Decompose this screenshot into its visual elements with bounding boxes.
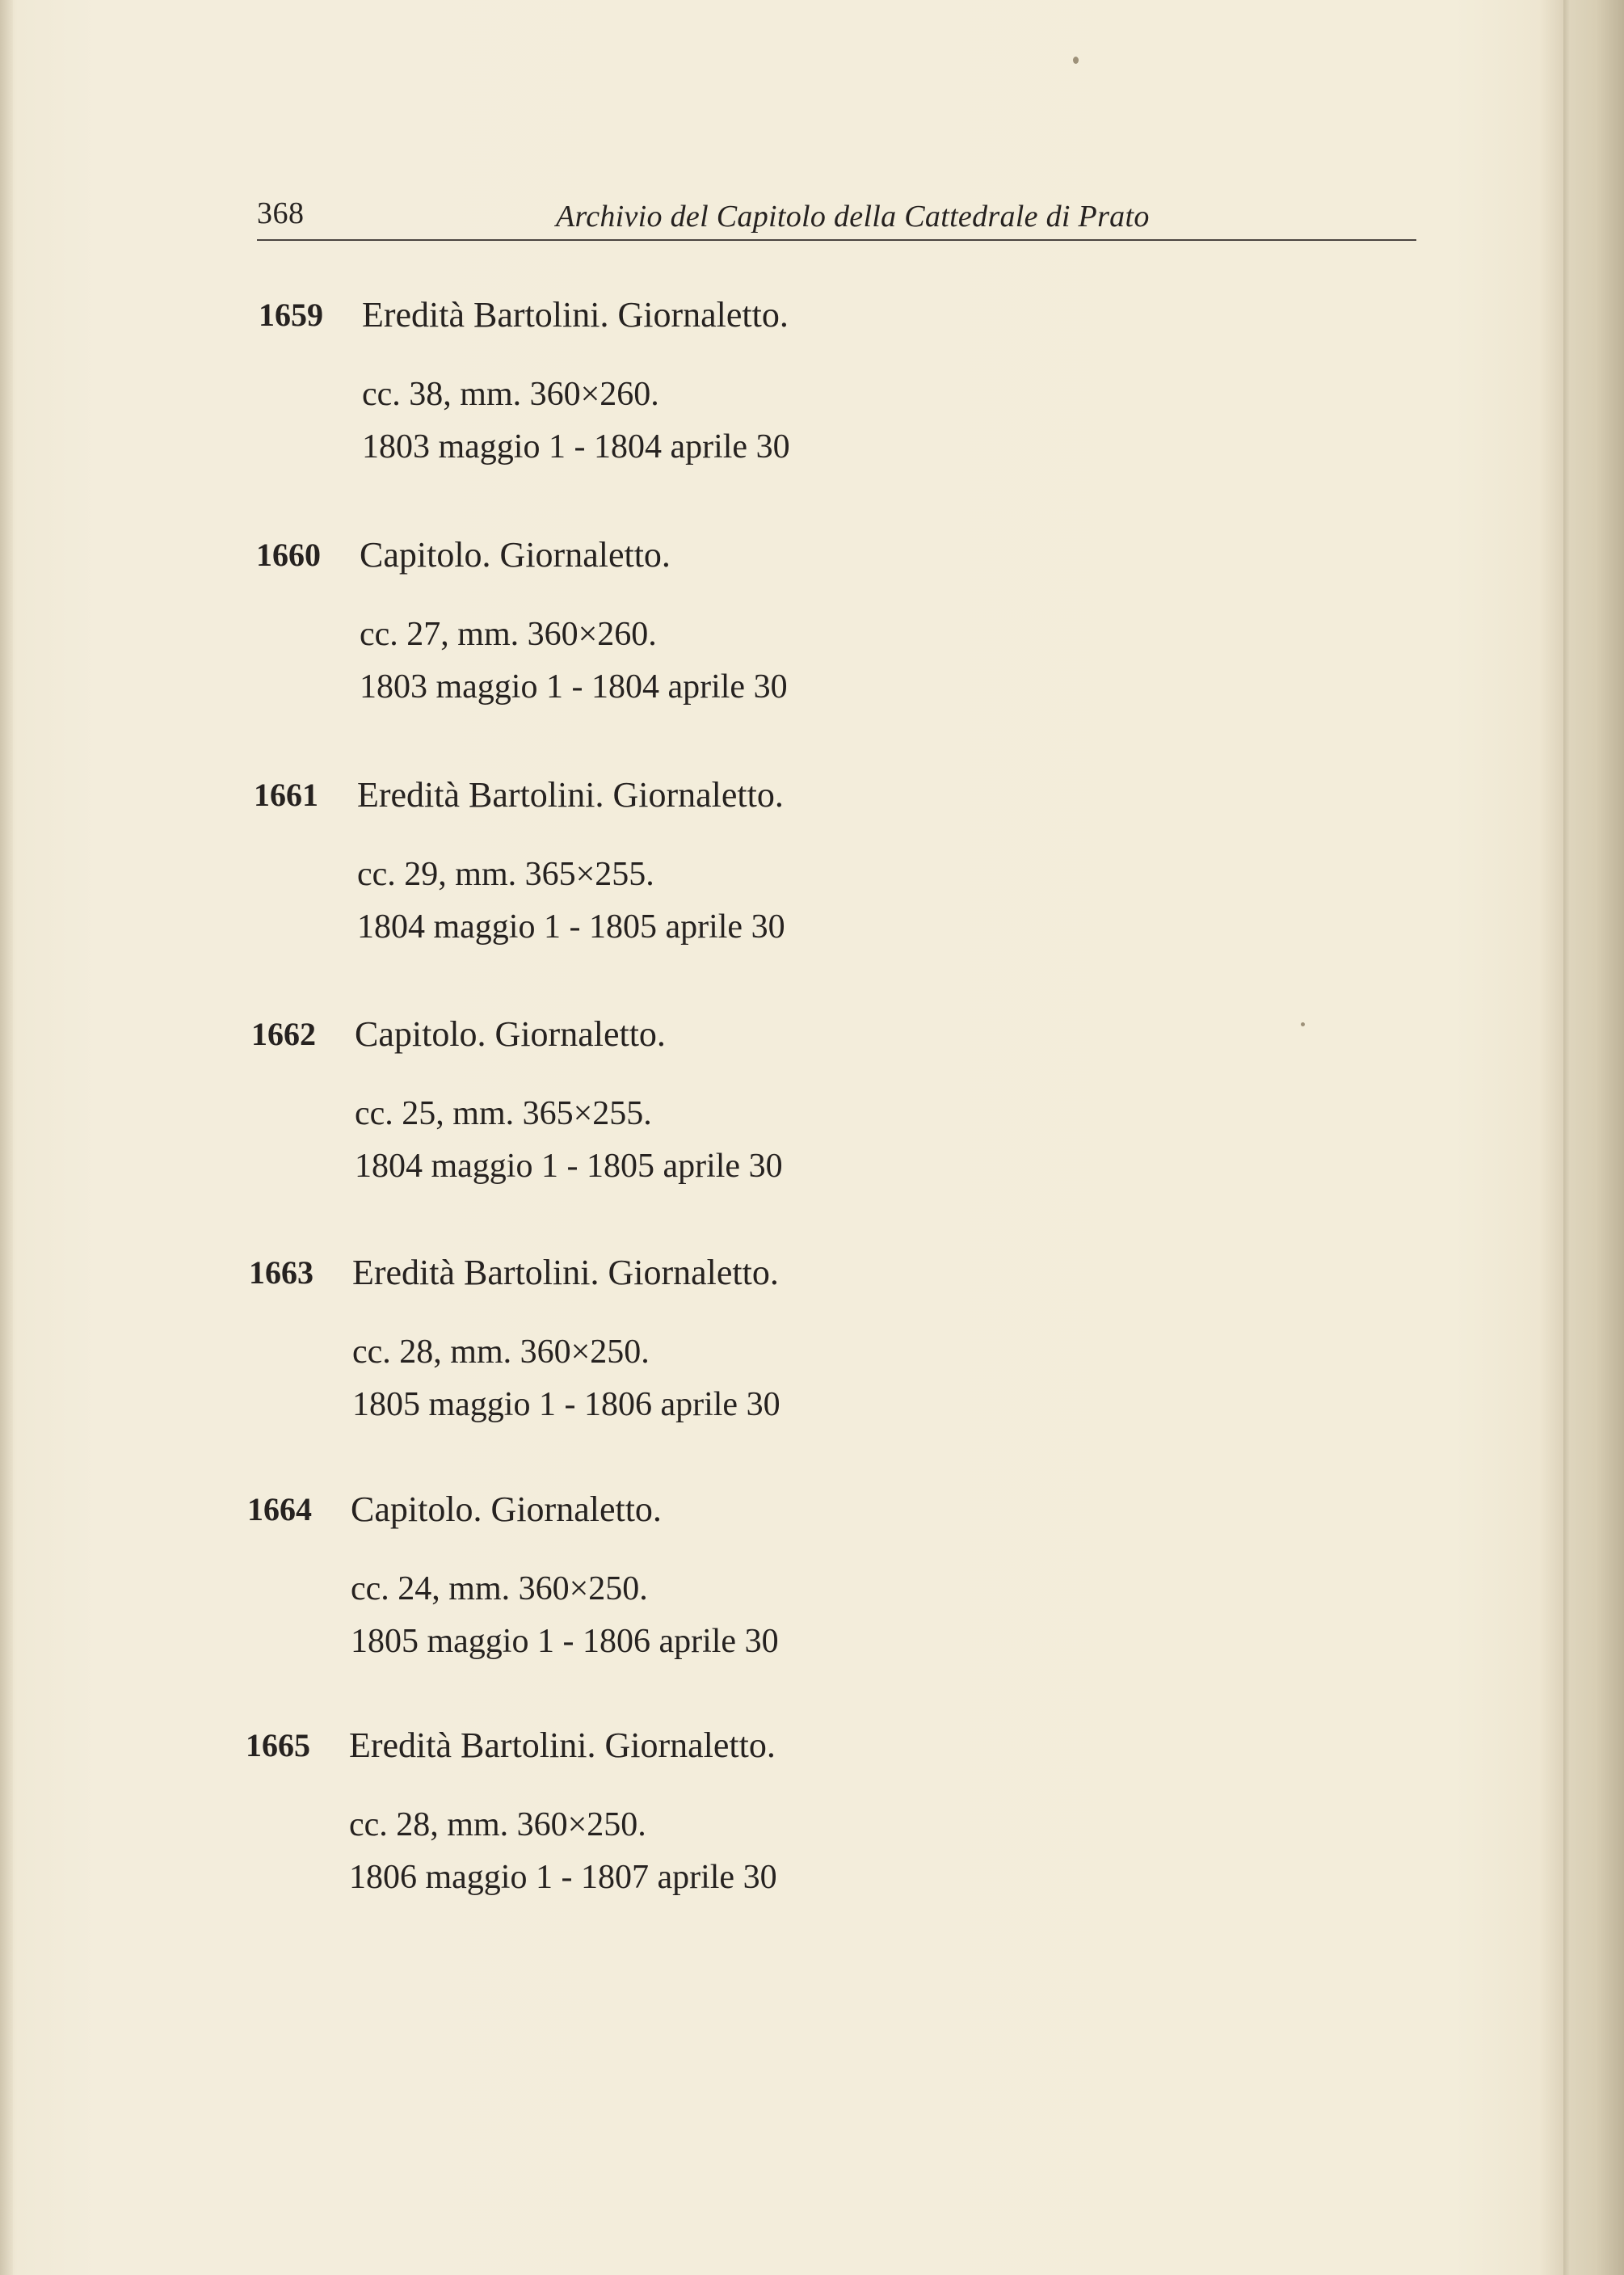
entry-title: Capitolo. Giornaletto.: [360, 535, 671, 575]
entry-dates: 1804 maggio 1 - 1805 aprile 30: [357, 908, 785, 946]
entry-title: Capitolo. Giornaletto.: [351, 1489, 662, 1529]
entry-title: Eredità Bartolini. Giornaletto.: [349, 1725, 776, 1765]
entry-title: Eredità Bartolini. Giornaletto.: [362, 295, 789, 335]
page-number: 368: [257, 196, 305, 230]
page-right-edge: [1563, 0, 1624, 2275]
entry-title: Eredità Bartolini. Giornaletto.: [357, 775, 784, 815]
entry-extent: cc. 27, mm. 360×260.: [360, 616, 657, 653]
archive-entry: [249, 1253, 1218, 1456]
entry-extent: cc. 28, mm. 360×250.: [349, 1806, 646, 1843]
entry-extent: cc. 25, mm. 365×255.: [355, 1095, 652, 1132]
entry-dates: 1805 maggio 1 - 1806 aprile 30: [351, 1623, 779, 1660]
entry-extent: cc. 38, mm. 360×260.: [362, 376, 659, 413]
entry-number: 1659: [259, 297, 323, 333]
entry-title: Capitolo. Giornaletto.: [355, 1014, 666, 1054]
entry-dates: 1806 maggio 1 - 1807 aprile 30: [349, 1859, 777, 1896]
entry-number: 1663: [249, 1254, 313, 1291]
entry-dates: 1803 maggio 1 - 1804 aprile 30: [362, 428, 790, 466]
archive-entry: [246, 1726, 1215, 1928]
entry-number: 1661: [254, 777, 318, 813]
archive-entry: [251, 1015, 1221, 1217]
entry-dates: 1805 maggio 1 - 1806 aprile 30: [352, 1386, 780, 1423]
entry-number: 1660: [256, 537, 321, 573]
entry-dates: 1803 maggio 1 - 1804 aprile 30: [360, 668, 788, 706]
archive-entry: [256, 536, 1226, 738]
entry-number: 1662: [251, 1016, 316, 1052]
archive-entry: [247, 1490, 1217, 1692]
entry-dates: 1804 maggio 1 - 1805 aprile 30: [355, 1148, 783, 1185]
archive-entry: [259, 296, 1228, 498]
entry-number: 1665: [246, 1727, 310, 1763]
binding-edge: [0, 0, 13, 2275]
paper-speck: [1301, 1022, 1305, 1026]
running-head-title: Archivio del Capitolo della Cattedrale di Prato: [556, 200, 1150, 234]
archive-entry: [254, 776, 1223, 978]
entry-title: Eredità Bartolini. Giornaletto.: [352, 1253, 779, 1292]
paper-speck: [1073, 57, 1079, 64]
running-head: [257, 194, 1416, 241]
entry-number: 1664: [247, 1491, 312, 1527]
entry-extent: cc. 29, mm. 365×255.: [357, 856, 654, 893]
entry-extent: cc. 28, mm. 360×250.: [352, 1333, 650, 1371]
entry-extent: cc. 24, mm. 360×250.: [351, 1570, 648, 1607]
